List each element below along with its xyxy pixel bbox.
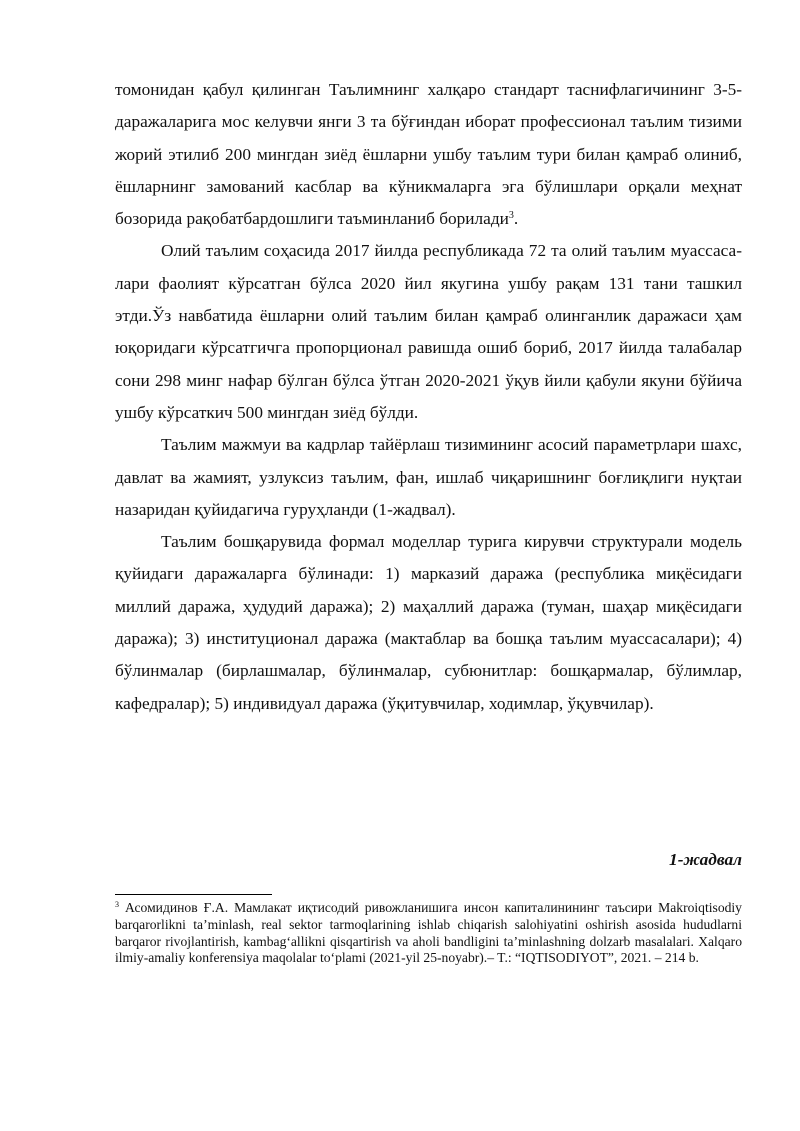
footnote [115, 900, 742, 967]
footnote-reference[interactable]: 3 [508, 210, 514, 222]
footnote-number: 3 [115, 900, 119, 909]
paragraph-1 [115, 74, 742, 235]
footnote-divider [115, 894, 272, 895]
body-text [115, 74, 742, 720]
paragraph-1-end: . [513, 209, 519, 229]
paragraph-3: Таълим мажмуи ва кадрлар тайёрлаш тизимининг асосий параметрлари шахс, давлат ва жамият, узлуксиз таълим, фан, ишлаб чиқаришнинг боғлиқлиги нуқтаи назаридан қуйидагича гуруҳланди (1-жадвал). [115, 435, 742, 519]
table-label: 1-жадвал [669, 850, 742, 869]
paragraph-2: Олий таълим соҳасида 2017 йилда республикада 72 та олий таълим муассаса-лари фаолият кўрсатган бўлса 2020 йил якугина ушбу рақам 131 тани ташкил этди.Ўз навбатида ёшларни олий таълим билан қамраб олинганлик даражаси ҳам юқоридаги кўрсатгичга пропорционал равишда ошиб бориб, 2017 йилда талабалар сони 298 минг нафар бўлган бўлса ўтган 2020-2021 ўқув йили қабули якуни бўйича ушбу кўрсаткич 500 мингдан зиёд бўлди. [115, 241, 742, 422]
footnote-text: Асомидинов Ғ.А. Мамлакат иқтисодий ривожланишига инсон капиталинининг таъсири Makroiqtisodiy barqarorlikni ta’minlash, real sektor tarmoqlarining ishlab chiqarish salohiyatini oshirish asosida hududlarni barqaror rivojlantirish, kambag‘allikni qisqartirish va aholi bandligini ta’minlashning dolzarb masalalari. Xalqaro ilmiy-amaliy konferensiya maqolalar to‘plami (2021-yil 25-noyabr).– T.: “IQTISODIYOT”, 2021. – 214 b. [115, 900, 742, 966]
paragraph-1-text: томонидан қабул қилинган Таълимнинг халқаро стандарт таснифлагичининг 3-5-даражаларига мос келувчи янги 3 та бўғиндан иборат профессионал таълим тизими жорий этилиб 200 мингдан зиёд ёшларни ушбу таълим тури билан қамраб олиниб, ёшларнинг замований касблар ва кўникмаларга эга бўлишлари орқали меҳнат бозорида рақобатбардошлиги таъминланиб борилади [115, 80, 742, 229]
paragraph-4: Таълим бошқарувида формал моделлар турига кирувчи структурали модель қуйидаги даражаларга бўлинади: 1) марказий даража (республика миқёсидаги миллий даража, ҳудудий даража); 2) маҳаллий даража (туман, шаҳар миқёсидаги даража); 3) институционал даража (мактаблар ва бошқа таълим муассасалари); 4) бўлинмалар (бирлашмалар, бўлинмалар, субюнитлар: бошқармалар, бўлимлар, кафедралар); 5) индивидуал даража (ўқитувчилар, ходимлар, ўқувчилар). [115, 532, 742, 713]
